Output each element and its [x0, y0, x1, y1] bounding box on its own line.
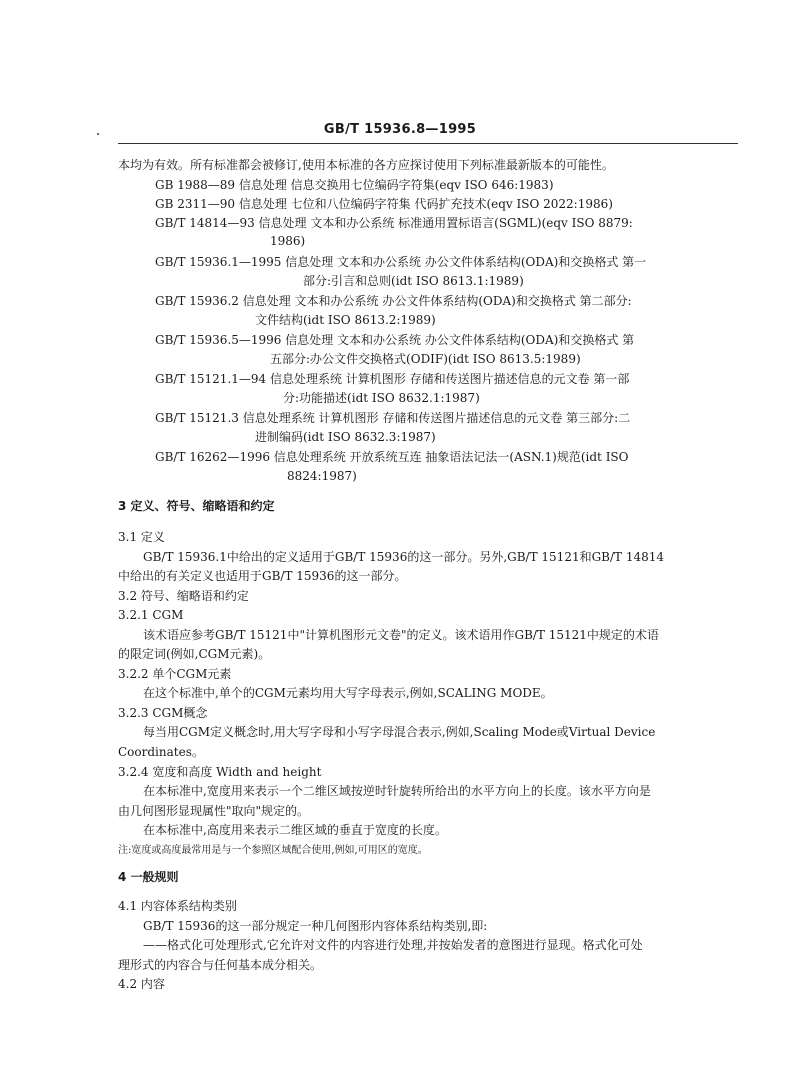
paragraph: Coordinates。: [118, 745, 204, 759]
paragraph: 该术语应参考GB/T 15121中"计算机图形元文卷"的定义。该术语用作GB/T 15121中规定的术语: [143, 628, 659, 642]
section-3-2-2-heading: 3.2.2 单个CGM元素: [118, 667, 232, 681]
reference-item: GB/T 16262—1996 信息处理系统 开放系统互连 抽象语法记法一(ASN.1)规范(idt ISO: [155, 450, 629, 464]
paragraph: GB/T 15936.1中给出的定义适用于GB/T 15936的这一部分。另外,GB/T 15121和GB/T 14814: [143, 550, 665, 564]
section-3-heading: 3 定义、符号、缩略语和约定: [118, 499, 275, 513]
paragraph: 在这个标准中,单个的CGM元素均用大写字母表示,例如,SCALING MODE。: [143, 686, 553, 700]
section-3-2-heading: 3.2 符号、缩略语和约定: [118, 589, 249, 603]
reference-item-cont: 进制编码(idt ISO 8632.3:1987): [255, 430, 436, 444]
reference-item: GB 1988—89 信息处理 信息交换用七位编码字符集(eqv ISO 646:1983): [155, 178, 554, 192]
paragraph: 每当用CGM定义概念时,用大写字母和小写字母混合表示,例如,Scaling Mode或Virtual Device: [143, 725, 656, 739]
section-4-heading: 4 一般规则: [118, 870, 179, 884]
paragraph: 在本标准中,高度用来表示二维区域的垂直于宽度的长度。: [143, 823, 447, 837]
reference-item-cont: 文件结构(idt ISO 8613.2:1989): [255, 313, 436, 327]
paragraph: 由几何图形显现属性"取向"规定的。: [118, 804, 310, 818]
reference-item: GB 2311—90 信息处理 七位和八位编码字符集 代码扩充技术(eqv ISO 2022:1986): [155, 197, 613, 211]
page-header: GB/T 15936.8—1995: [323, 122, 477, 137]
reference-item-cont: 五部分:办公文件交换格式(ODIF)(idt ISO 8613.5:1989): [270, 352, 581, 366]
reference-item: GB/T 14814—93 信息处理 文本和办公系统 标准通用置标语言(SGML)(eqv ISO 8879:: [155, 216, 633, 230]
paragraph: GB/T 15936的这一部分规定一种几何图形内容体系结构类别,即:: [143, 919, 488, 933]
paragraph: 中给出的有关定义也适用于GB/T 15936的这一部分。: [118, 569, 407, 583]
section-4-1-heading: 4.1 内容体系结构类别: [118, 899, 237, 913]
reference-item: GB/T 15936.2 信息处理 文本和办公系统 办公文件体系结构(ODA)和交换格式 第二部分:: [155, 294, 632, 308]
section-3-2-4-heading: 3.2.4 宽度和高度 Width and height: [118, 765, 322, 779]
reference-item-cont: 1986): [270, 234, 306, 248]
section-3-2-1-heading: 3.2.1 CGM: [118, 608, 184, 622]
intro-paragraph: 本均为有效。所有标准都会被修订,使用本标准的各方应探讨使用下列标准最新版本的可能性。: [118, 158, 614, 172]
section-3-1-heading: 3.1 定义: [118, 530, 165, 544]
reference-item: GB/T 15121.1—94 信息处理系统 计算机图形 存储和传送图片描述信息的元文卷 第一部: [155, 372, 630, 386]
header-rule: [118, 143, 738, 144]
reference-item-cont: 8824:1987): [287, 469, 357, 483]
reference-item: GB/T 15936.1—1995 信息处理 文本和办公系统 办公文件体系结构(ODA)和交换格式 第一: [155, 255, 647, 269]
reference-item-cont: 部分:引言和总则(idt ISO 8613.1:1989): [303, 274, 524, 288]
reference-item: GB/T 15121.3 信息处理系统 计算机图形 存储和传送图片描述信息的元文卷 第三部分:二: [155, 411, 631, 425]
paragraph: 理形式的内容合与任何基本成分相关。: [118, 958, 323, 972]
section-3-2-3-heading: 3.2.3 CGM概念: [118, 706, 208, 720]
section-4-2-heading: 4.2 内容: [118, 977, 165, 991]
note: 注:宽度或高度最常用是与一个参照区域配合使用,例如,可用区的宽度。: [118, 845, 428, 856]
paragraph: 的限定词(例如,CGM元素)。: [118, 647, 271, 661]
reference-item-cont: 分:功能描述(idt ISO 8632.1:1987): [283, 391, 480, 405]
paragraph: 在本标准中,宽度用来表示一个二维区域按逆时针旋转所给出的水平方向上的长度。该水平方向是: [143, 784, 651, 798]
reference-item: GB/T 15936.5—1996 信息处理 文本和办公系统 办公文件体系结构(ODA)和交换格式 第: [155, 333, 635, 347]
list-item: ——格式化可处理形式,它允许对文件的内容进行处理,并按始发者的意图进行显现。格式化可处: [143, 938, 643, 952]
